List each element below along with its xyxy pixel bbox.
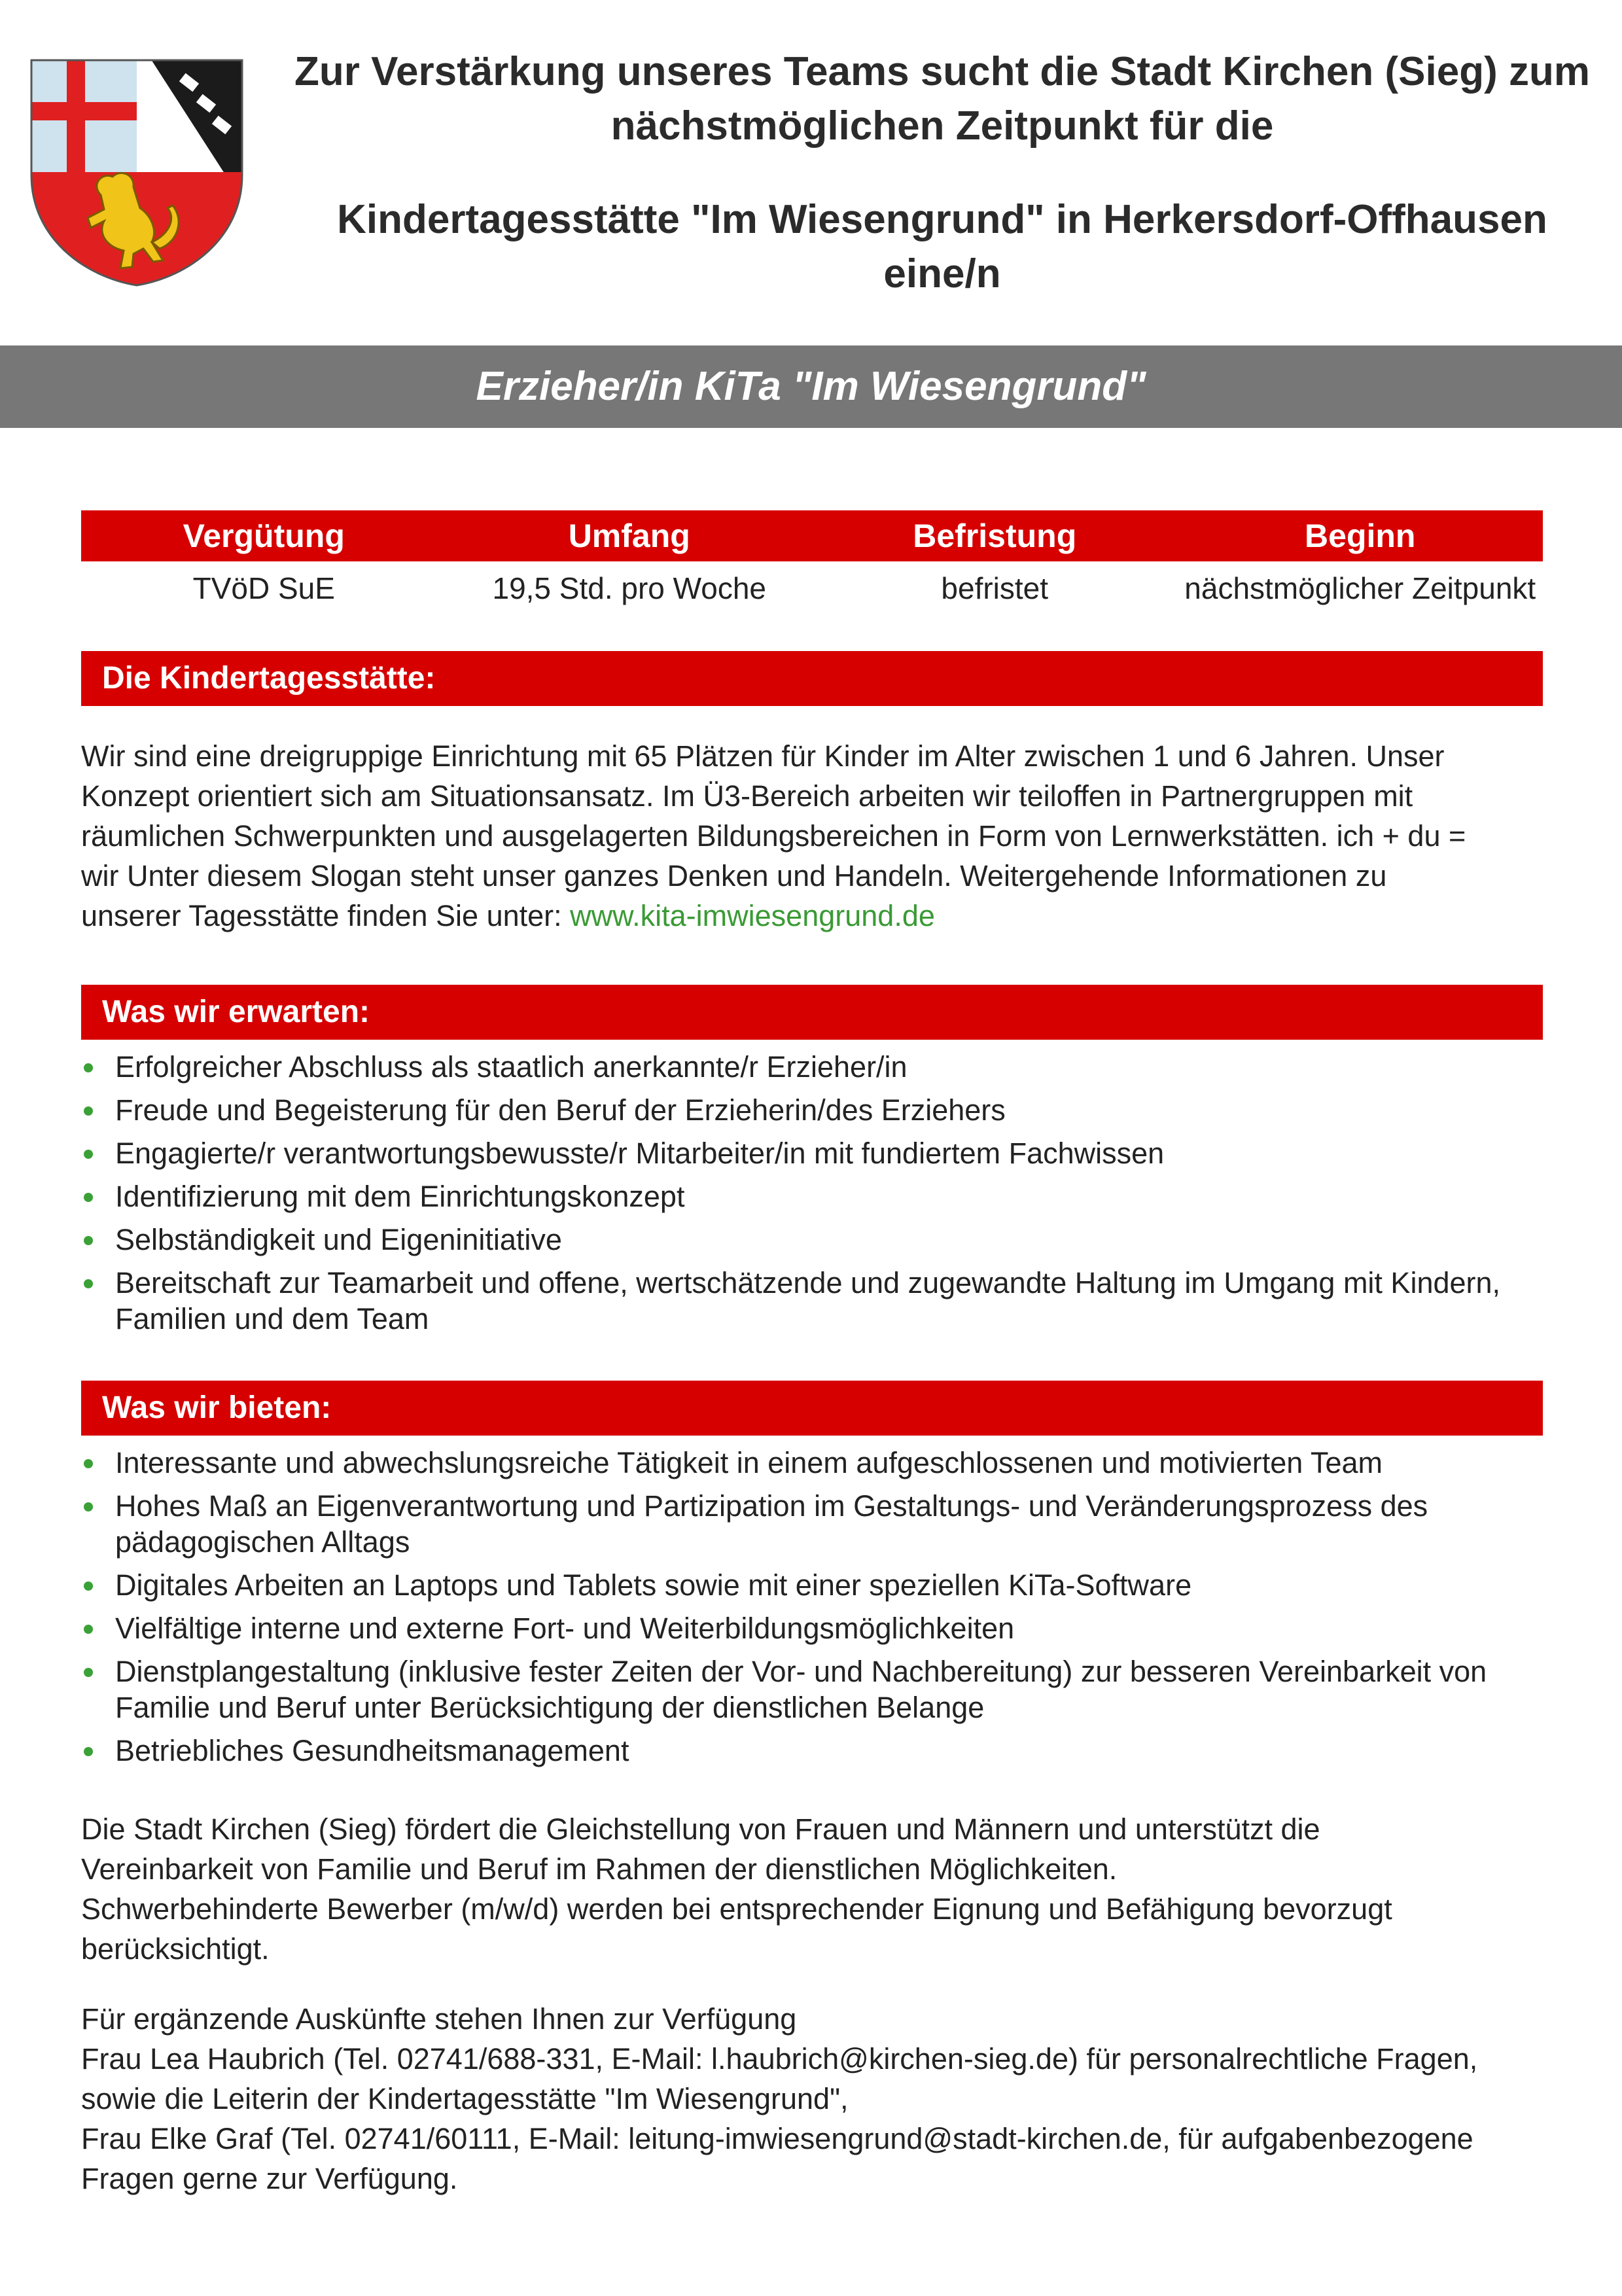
facts-value-beginn: nächstmöglicher Zeitpunkt — [1184, 571, 1536, 605]
offer-list — [81, 1445, 1543, 1776]
facts-header-row — [81, 510, 1543, 561]
list-item: Freude und Begeisterung für den Beruf der Erzieherin/des Erziehers — [81, 1092, 1543, 1128]
header-title-line1: Zur Verstärkung unseres Teams sucht die Stadt Kirchen (Sieg) zum — [294, 49, 1590, 94]
facts-value-befristung: befristet — [941, 571, 1049, 605]
list-item: Selbständigkeit und Eigeninitiative — [81, 1222, 1543, 1258]
list-item: Hohes Maß an Eigenverantwortung und Partizipation im Gestaltungs- und Veränderungsprozess des pädagogischen Alltags — [81, 1488, 1543, 1560]
contact-line: Frau Elke Graf (Tel. 02741/60111, E-Mail: leitung-imwiesengrund@stadt-kirchen.de, für aufgabenbezogene — [81, 2122, 1473, 2155]
list-item: Vielfältige interne und externe Fort- und Weiterbildungsmöglichkeiten — [81, 1610, 1543, 1646]
section-heading-kita: Die Kindertagesstätte: — [81, 651, 1543, 706]
list-item: Interessante und abwechslungsreiche Tätigkeit in einem aufgeschlossenen und motivierten Team — [81, 1445, 1543, 1481]
kita-line: Konzept orientiert sich am Situationsansatz. Im Ü3-Bereich arbeiten wir teiloffen in Partnergruppen mit — [81, 779, 1413, 813]
equality-line: Die Stadt Kirchen (Sieg) fördert die Gleichstellung von Frauen und Männern und unterstützt die — [81, 1812, 1320, 1846]
section-heading-expect: Was wir erwarten: — [81, 985, 1543, 1040]
list-item: Erfolgreicher Abschluss als staatlich anerkannte/r Erzieher/in — [81, 1049, 1543, 1085]
job-title-banner: Erzieher/in KiTa "Im Wiesengrund" — [0, 345, 1622, 428]
kita-line: wir Unter diesem Slogan steht unser ganzes Denken und Handeln. Weitergehende Informationen zu — [81, 859, 1387, 892]
facts-header-verguetung: Vergütung — [183, 518, 345, 554]
section-heading-offer: Was wir bieten: — [81, 1381, 1543, 1436]
list-item: Identifizierung mit dem Einrichtungskonzept — [81, 1178, 1543, 1214]
kita-description — [81, 736, 1543, 936]
contact-line: Fragen gerne zur Verfügung. — [81, 2162, 458, 2195]
kita-line — [81, 896, 1543, 936]
facts-value-verguetung: TVöD SuE — [192, 571, 335, 605]
expect-list — [81, 1049, 1543, 1344]
coat-of-arms-logo — [29, 58, 245, 288]
list-item: Digitales Arbeiten an Laptops und Tablets sowie mit einer speziellen KiTa-Software — [81, 1567, 1543, 1603]
facts-header-umfang: Umfang — [568, 518, 690, 554]
header-title — [275, 44, 1610, 153]
kita-website-link[interactable]: www.kita-imwiesengrund.de — [570, 899, 935, 932]
facts-header-beginn: Beginn — [1305, 518, 1416, 554]
equality-line: Vereinbarkeit von Familie und Beruf im Rahmen der dienstlichen Möglichkeiten. — [81, 1852, 1118, 1886]
contact-info — [81, 1999, 1543, 2199]
contact-line: sowie die Leiterin der Kindertagesstätte "Im Wiesengrund", — [81, 2082, 849, 2115]
header-title-line3: Kindertagesstätte "Im Wiesengrund" in Herkersdorf-Offhausen — [337, 197, 1547, 242]
equality-line: berücksichtigt. — [81, 1932, 270, 1966]
header-title-line2: nächstmöglichen Zeitpunkt für die — [610, 103, 1274, 149]
kita-line: räumlichen Schwerpunkten und ausgelagerten Bildungsbereichen in Form von Lernwerkstätten. ich + du = — [81, 819, 1466, 853]
facts-header-befristung: Befristung — [913, 518, 1077, 554]
equality-line: Schwerbehinderte Bewerber (m/w/d) werden bei entsprechender Eignung und Befähigung bevorzugt — [81, 1892, 1392, 1926]
facts-value-umfang: 19,5 Std. pro Woche — [492, 571, 766, 605]
list-item: Dienstplangestaltung (inklusive fester Zeiten der Vor- und Nachbereitung) zur besseren Vereinbarkeit von Familie und Beruf unter Berücksichtigung der dienstlichen Belange — [81, 1653, 1543, 1725]
facts-table — [81, 510, 1543, 615]
kita-line: Wir sind eine dreigruppige Einrichtung mit 65 Plätzen für Kinder im Alter zwischen 1 und 6 Jahren. Unser — [81, 739, 1445, 773]
kita-line-text: unserer Tagesstätte finden Sie unter: — [81, 899, 571, 932]
facts-value-row — [81, 561, 1543, 615]
list-item: Bereitschaft zur Teamarbeit und offene, wertschätzende und zugewandte Haltung im Umgang mit Kindern, Familien und dem Team — [81, 1265, 1543, 1337]
contact-line: Frau Lea Haubrich (Tel. 02741/688-331, E-Mail: l.haubrich@kirchen-sieg.de) für personalrechtliche Fragen, — [81, 2042, 1478, 2075]
list-item: Engagierte/r verantwortungsbewusste/r Mitarbeiter/in mit fundiertem Fachwissen — [81, 1135, 1543, 1171]
list-item: Betriebliches Gesundheitsmanagement — [81, 1733, 1543, 1769]
header-subtitle — [275, 192, 1610, 301]
equality-statement — [81, 1809, 1543, 1969]
contact-line: Für ergänzende Auskünfte stehen Ihnen zur Verfügung — [81, 2002, 797, 2036]
header-title-line4: eine/n — [883, 251, 1001, 296]
